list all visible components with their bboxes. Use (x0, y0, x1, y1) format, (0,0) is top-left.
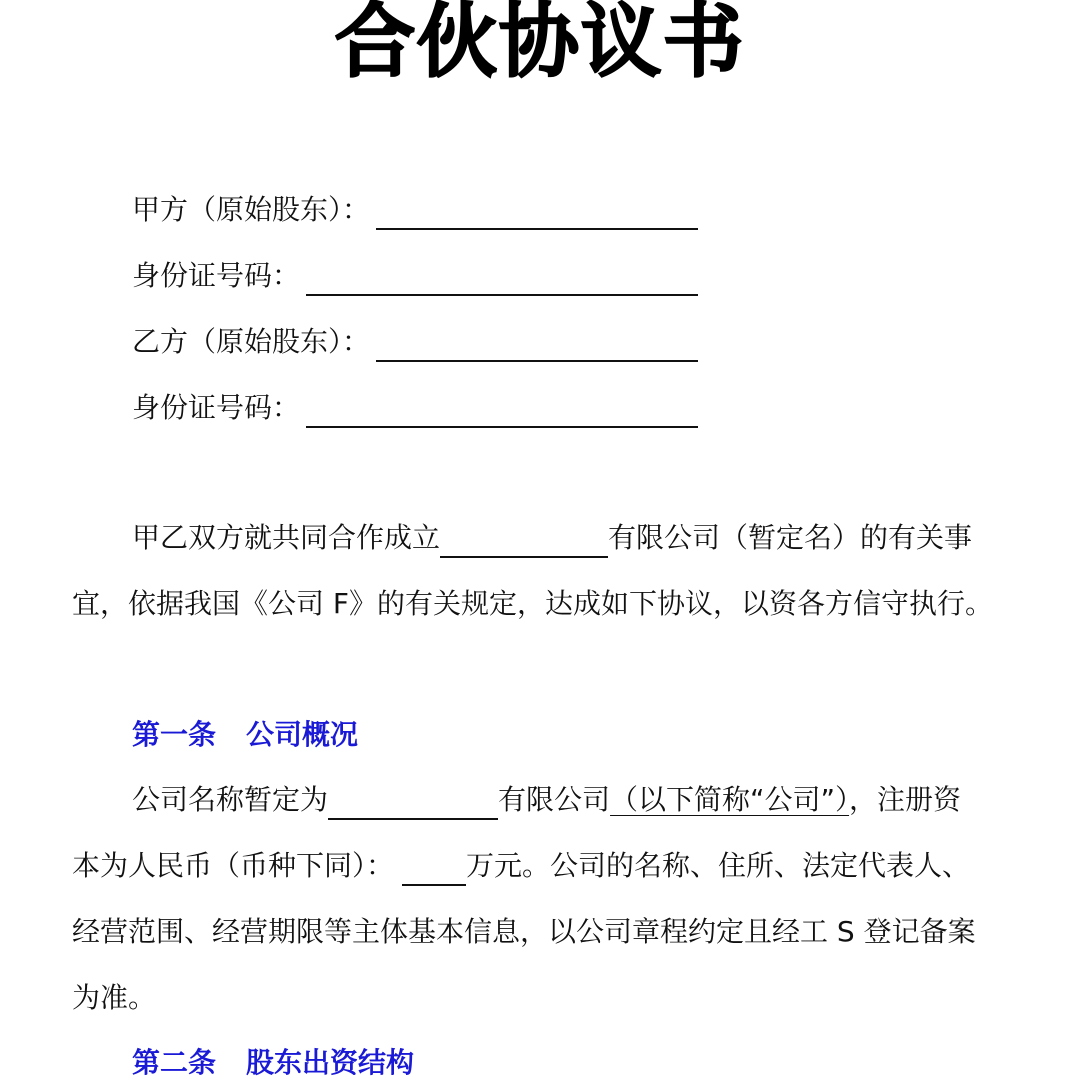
party-a-field (132, 190, 698, 230)
party-b-id-field (132, 388, 698, 428)
party-b-label: 乙方（原始股东）： (132, 325, 371, 358)
preamble-line-1 (132, 518, 972, 558)
preamble-text-2: 有限公司（暂定名）的有关事 (608, 521, 973, 554)
section-1-line-3 (72, 912, 976, 952)
preamble-line-2 (72, 584, 993, 624)
section-2-heading (132, 1043, 414, 1083)
s1-abbrev-note: （以下简称“公司”） (610, 783, 850, 816)
section-1-number: 第一条 (132, 718, 217, 751)
party-a-blank[interactable] (376, 198, 698, 230)
registered-capital-blank[interactable] (402, 854, 466, 886)
party-a-label: 甲方（原始股东）： (132, 193, 371, 226)
section-1-line-4 (72, 978, 156, 1018)
section-2-title: 股东出资结构 (246, 1046, 415, 1079)
s1-text-2: 有限公司 (498, 783, 611, 816)
s1-text-6: 经营范围、经营期限等主体基本信息，以公司章程约定且经工 S 登记备案 (72, 915, 976, 948)
s1-text-1: 公司名称暂定为 (132, 783, 329, 816)
section-1-line-2 (72, 846, 970, 886)
party-b-field (132, 322, 698, 362)
party-b-id-blank[interactable] (306, 396, 698, 428)
section-1-line-1 (132, 780, 961, 820)
section-1-heading (132, 715, 358, 755)
party-a-id-label: 身份证号码： (132, 259, 301, 292)
preamble-text-3: 宜，依据我国《公司 F》的有关规定，达成如下协议，以资各方信守执行。 (72, 587, 994, 620)
preamble-text-1: 甲乙双方就共同合作成立 (132, 521, 441, 554)
party-a-id-field (132, 256, 698, 296)
s1-text-7: 为准。 (72, 981, 157, 1014)
s1-text-3: ，注册资 (849, 783, 962, 816)
document-title: 合伙协议书 (335, 0, 745, 88)
party-b-id-label: 身份证号码： (132, 391, 301, 424)
s1-text-4: 本为人民币（币种下同）： (72, 849, 395, 882)
s1-text-5: 万元。公司的名称、住所、法定代表人、 (466, 849, 971, 882)
section-2-number: 第二条 (132, 1046, 217, 1079)
party-b-blank[interactable] (376, 330, 698, 362)
company-name-blank-2[interactable] (328, 788, 498, 820)
company-name-blank[interactable] (440, 526, 608, 558)
section-1-title: 公司概况 (246, 718, 359, 751)
party-a-id-blank[interactable] (306, 264, 698, 296)
